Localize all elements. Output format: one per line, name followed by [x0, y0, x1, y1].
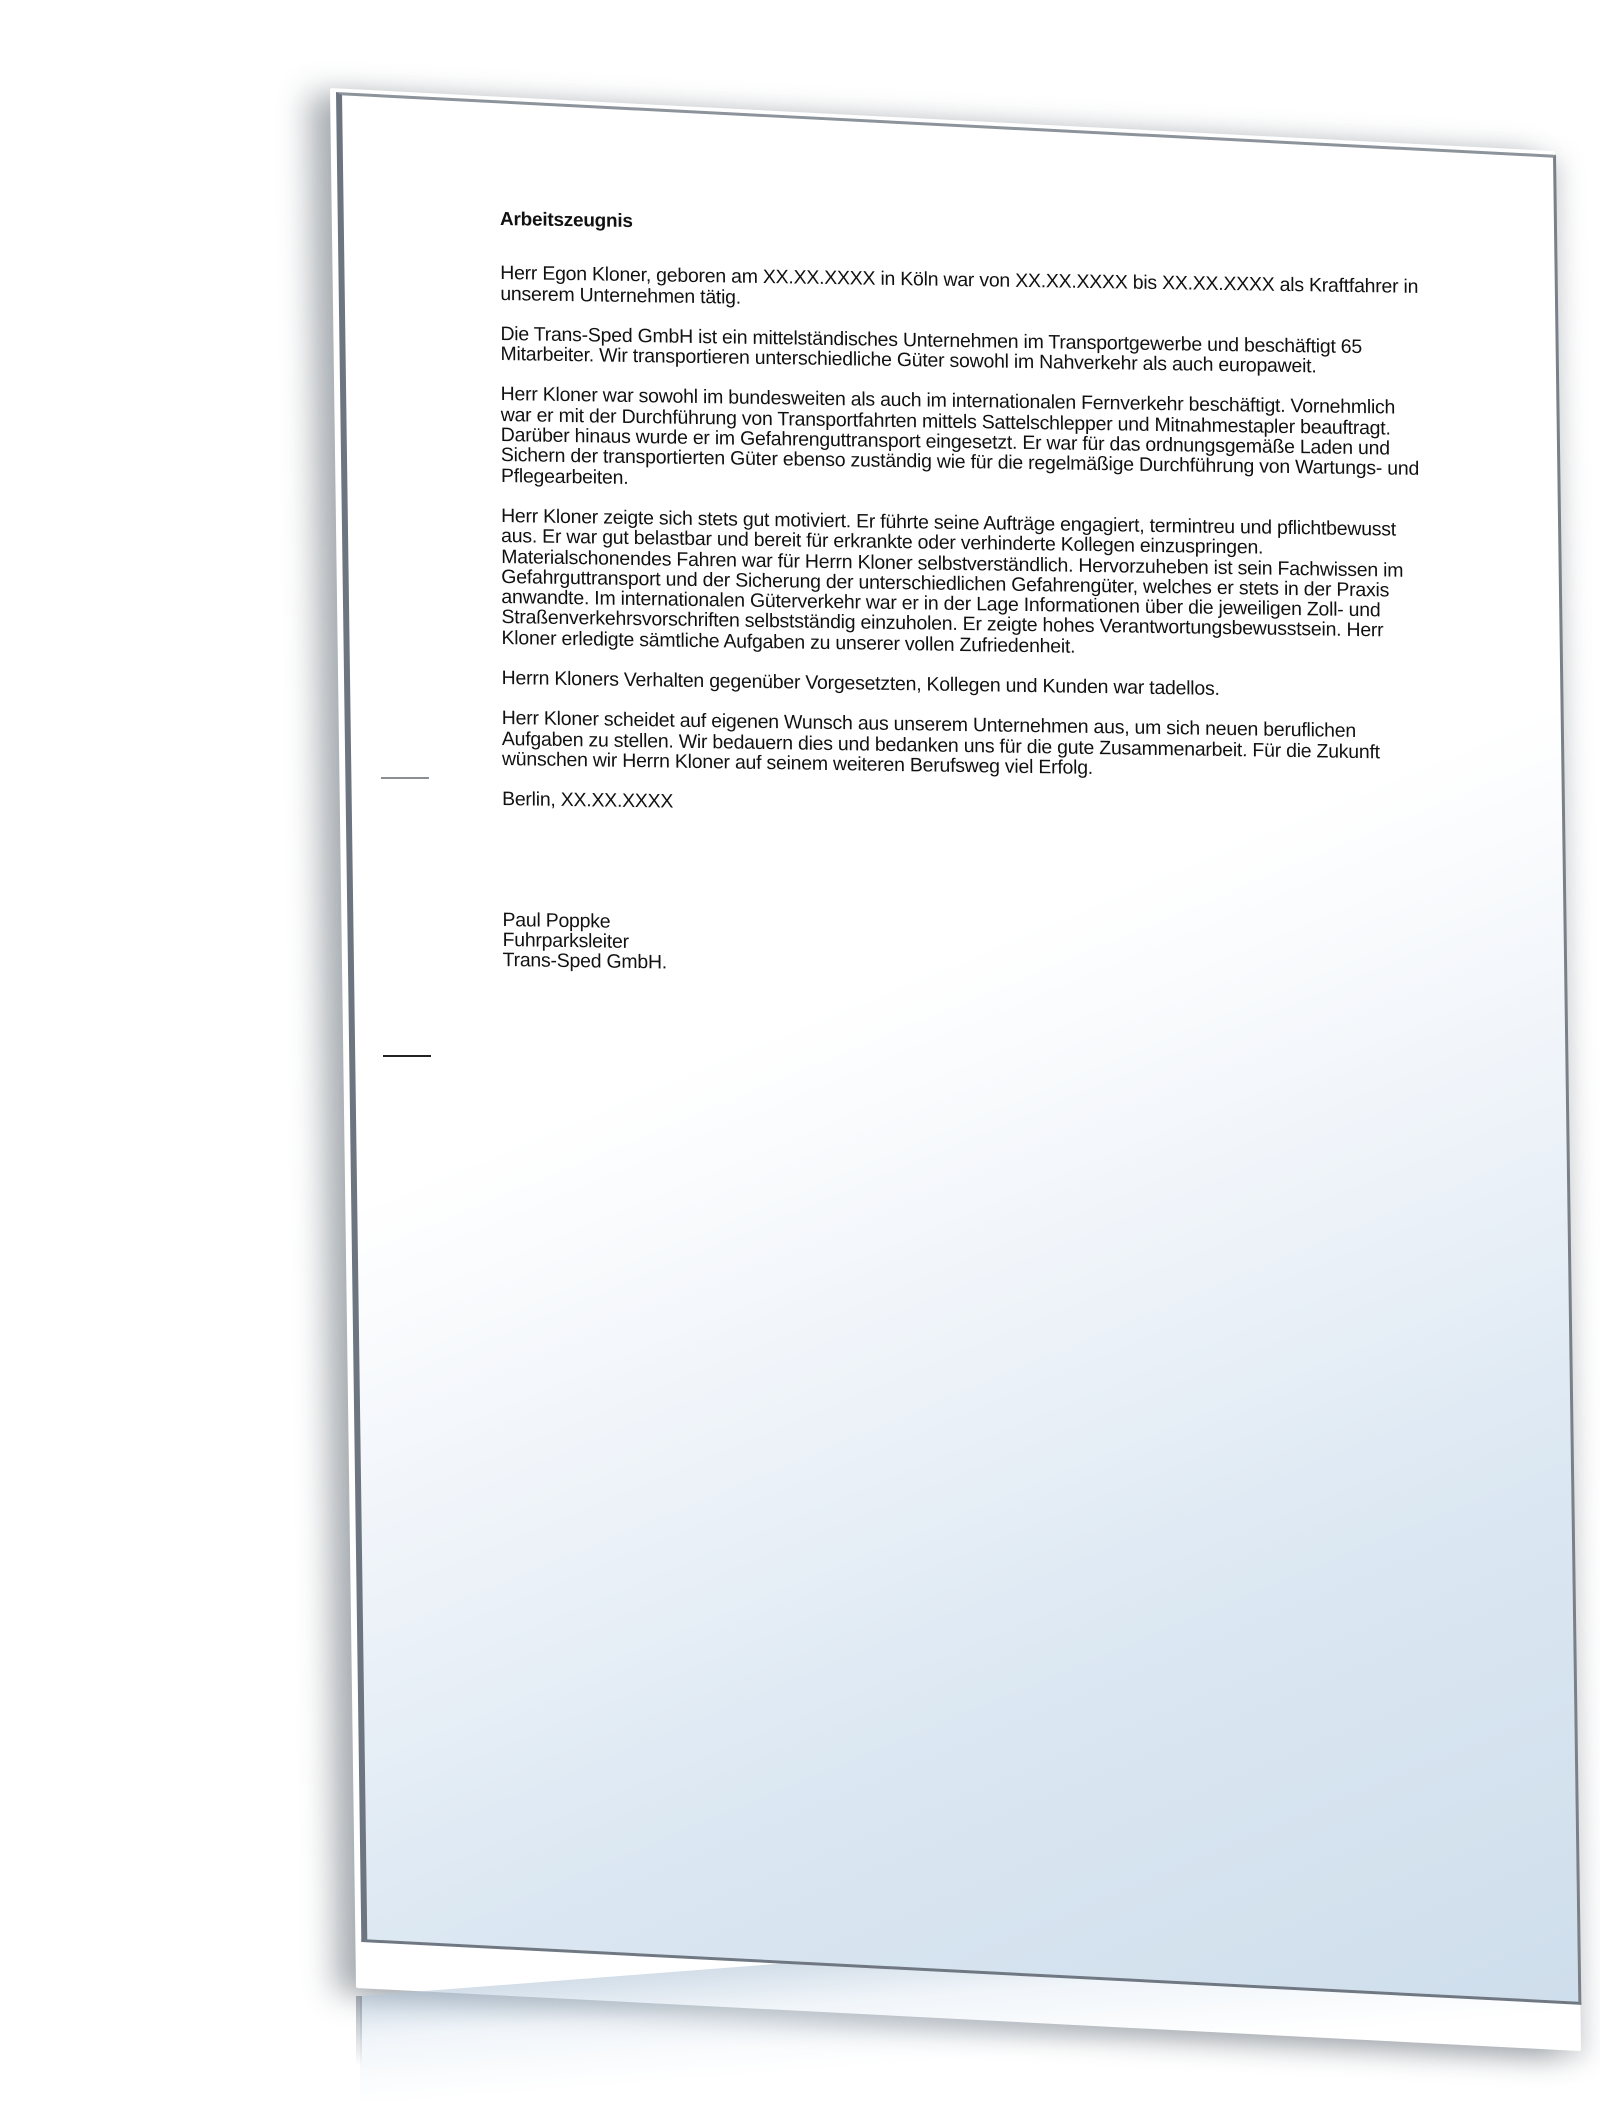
document-title: Arbeitszeugnis — [499, 209, 633, 233]
paragraph-performance: Herr Kloner zeigte sich stets gut motiviert. Er führte seine Aufträge engagiert, termintreu und pflichtbewusst aus. Er war gut belastbar und bereit für erkrankte oder verhinderte Kollegen einzuspringen. Materialschonendes Fahren war für Herrn Kloner selbstverständlich. Hervorzuheben ist sein Fachwissen im Gefahrguttransport und der Sicherung der unterschiedlichen Gefahrengüter, welches er stets in der Praxis anwandte. Im internationalen Güterverkehr war er in der Lage Informationen über die jeweiligen Zoll- und Straßenverkehrsvorschriften selbstständig einzuholen. Er zeigte hohes Verantwortungsbewusstsein. Herr Kloner erledigte sämtliche Aufgaben zu unserer vollen Zufriedenheit. — [501, 504, 1404, 658]
place-date: Berlin, XX.XX.XXXX — [502, 788, 674, 813]
fold-mark-bottom — [383, 1055, 431, 1057]
paragraph-intro: Herr Egon Kloner, geboren am XX.XX.XXXX in Köln war von XX.XX.XXXX bis XX.XX.XXXX als Kraftfahrer in unserem Unternehmen tätig. — [500, 262, 1419, 309]
signature-space — [502, 830, 1422, 924]
document-content — [500, 210, 1423, 984]
paragraph-company: Die Trans-Sped GmbH ist ein mittelständisches Unternehmen im Transportgewerbe und beschäftigt 65 Mitarbeiter. Wir transportieren unterschiedliche Güter sowohl im Nahverkehr als auch europaweit. — [500, 322, 1363, 378]
signature-name: Paul Poppke — [502, 908, 611, 933]
paragraph-duties: Herr Kloner war sowohl im bundesweiten als auch im internationalen Fernverkehr beschäftigt. Vornehmlich war er mit der Durchführung von Transportfahrten mittels Sattelschlepper und Mitnahmestapler beauftragt. Darüber hinaus wurde er im Gefahrenguttransport eingesetzt. Er war für das ordnungsgemäße Laden und Sichern der transportierten Güter ebenso zuständig wie für die regelmäßige Durchführung von Wartungs- und Pflegearbeiten. — [500, 383, 1420, 489]
fold-mark-top — [381, 777, 429, 779]
page-reflection-edge — [356, 1996, 362, 2066]
signature-role: Fuhrparksleiter — [502, 928, 629, 953]
paragraph-conduct: Herrn Kloners Verhalten gegenüber Vorgesetzten, Kollegen und Kunden war tadellos. — [501, 667, 1220, 700]
paragraph-closing: Herr Kloner scheidet auf eigenen Wunsch aus unserem Unternehmen aus, um sich neuen beruflichen Aufgaben zu stellen. Wir bedauern dies und bedanken uns für die gute Zusammenarbeit. Für die Zukunft wünschen wir Herrn Kloner auf seinem weiteren Berufsweg viel Erfolg. — [501, 707, 1380, 779]
signature-company: Trans-Sped GmbH. — [502, 949, 668, 974]
